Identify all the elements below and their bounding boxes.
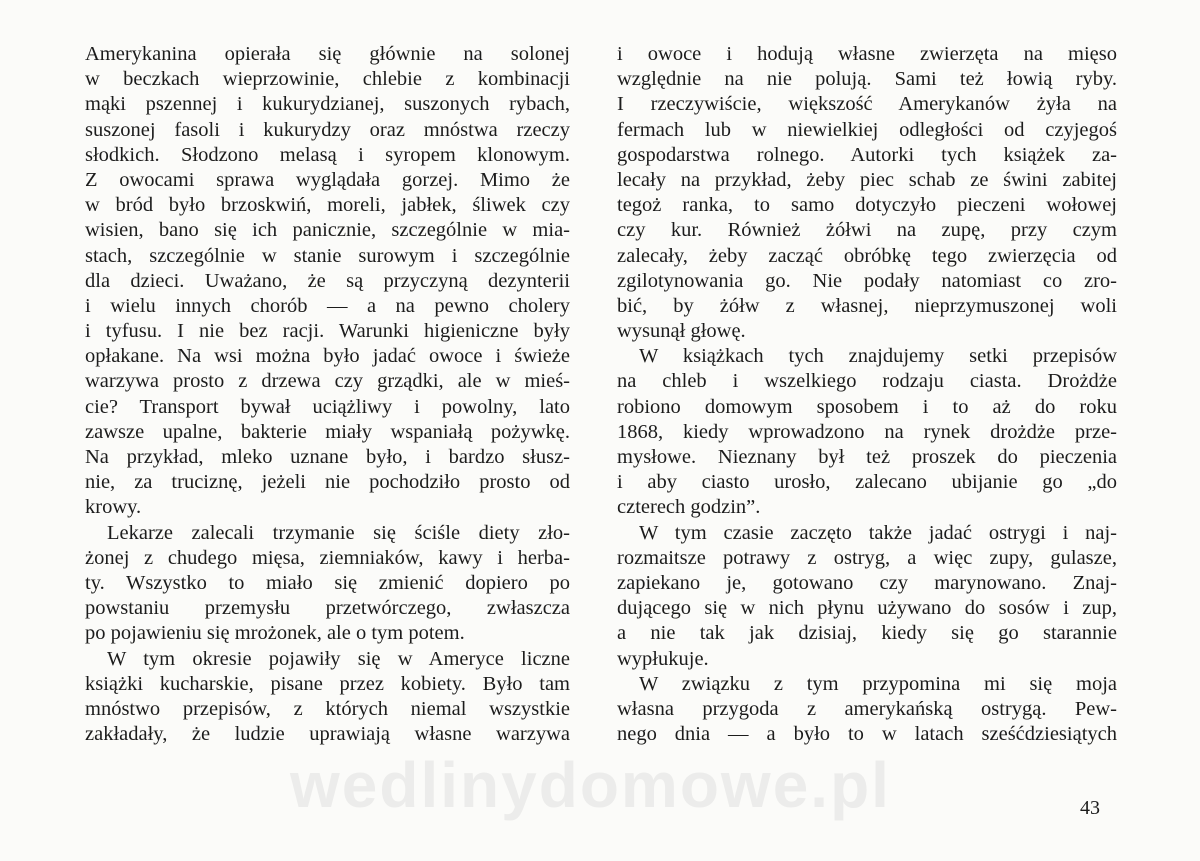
text-line: czterech godzin”.: [617, 496, 761, 519]
text-line: dla dzieci. Uważano, że są przyczyną dezynterii: [85, 269, 570, 292]
text-line: zalecały, żeby zacząć obróbkę tego zwierzęcia od: [617, 244, 1117, 267]
text-line: fermach lub w niewielkiej odległości od czyjegoś: [617, 118, 1117, 141]
text-line: tegoż ranka, to samo dotyczyło pieczeni wołowej: [617, 194, 1117, 217]
text-line: stach, szczególnie w stanie surowym i szczególnie: [85, 244, 570, 267]
text-line: W związku z tym przypomina mi się moja: [639, 672, 1117, 695]
text-line: bić, by żółw z własnej, nieprzymuszonej woli: [617, 294, 1117, 317]
text-line: i tyfusu. I nie bez racji. Warunki higieniczne były: [85, 320, 570, 343]
text-line: mnóstwo przepisów, z których niemal wszystkie: [85, 697, 570, 720]
text-line: Lekarze zalecali trzymanie się ściśle diety zło-: [107, 521, 570, 544]
text-line: I rzeczywiście, większość Amerykanów żyła na: [617, 93, 1117, 116]
text-line: rozmaitsze potrawy z ostryg, a więc zupy, gulasze,: [617, 546, 1117, 569]
text-line: opłakane. Na wsi można było jadać owoce i świeże: [85, 345, 570, 368]
text-line: po pojawieniu się mrożonek, ale o tym potem.: [85, 622, 465, 645]
text-line: nego dnia — a było to w latach sześćdziesiątych: [617, 723, 1117, 746]
text-line: krowy.: [85, 496, 142, 519]
text-line: dującego się w nich płynu używano do sosów i zup,: [617, 597, 1117, 620]
text-line: książki kucharskie, pisane przez kobiety. Było tam: [85, 672, 570, 695]
text-line: gospodarstwa rolnego. Autorki tych książek za-: [617, 143, 1117, 166]
text-line: ty. Wszystko to miało się zmienić dopiero po: [85, 571, 570, 594]
text-line: i wielu innych chorób — a na pewno cholery: [85, 294, 570, 317]
text-line: w bród było brzoskwiń, moreli, jabłek, śliwek czy: [85, 194, 570, 217]
watermark: wedlinydomowe.pl: [290, 749, 891, 821]
text-line: a nie tak jak dzisiaj, kiedy się go starannie: [617, 622, 1117, 645]
text-line: nie, za truciznę, jeżeli nie pochodziło prosto od: [85, 471, 570, 494]
text-line: 1868, kiedy wprowadzono na rynek drożdże prze-: [617, 420, 1117, 443]
text-line: Amerykanina opierała się głównie na solonej: [85, 43, 570, 65]
text-line: Na przykład, mleko uznane było, i bardzo słusz-: [85, 446, 570, 468]
text-line: zawsze upalne, bakterie miały wspaniałą pożywkę.: [85, 420, 570, 443]
text-line: i aby ciasto urosło, zalecano ubijanie go „do: [617, 471, 1117, 494]
text-line: mysłowe. Nieznany był też proszek do pieczenia: [617, 446, 1117, 468]
text-line: W tym okresie pojawiły się w Ameryce liczne: [107, 647, 570, 670]
text-line: słodkich. Słodzono melasą i syropem klonowym.: [85, 143, 570, 166]
text-line: robiono domowym sposobem i to aż do roku: [617, 395, 1117, 418]
text-line: własna przygoda z amerykańską ostrygą. Pew-: [617, 697, 1117, 720]
text-line: lecały na przykład, żeby piec schab ze świni zabitej: [617, 168, 1117, 191]
text-line: warzywa prosto z drzewa czy grządki, ale w mieś-: [85, 370, 570, 393]
text-line: w beczkach wieprzowinie, chlebie z kombinacji: [85, 68, 570, 91]
text-line: cie? Transport bywał uciążliwy i powolny, lato: [85, 395, 570, 418]
right-text-column: [617, 42, 1117, 747]
text-line: wypłukuje.: [617, 647, 709, 670]
text-line: żonej z chudego mięsa, ziemniaków, kawy i herba-: [85, 546, 570, 569]
text-line: powstaniu przemysłu przetwórczego, zwłaszcza: [85, 597, 570, 620]
text-line: zakładały, że ludzie uprawiają własne warzywa: [85, 723, 570, 746]
text-line: wysunął głowę.: [617, 320, 746, 343]
text-line: i owoce i hodują własne zwierzęta na mięso: [617, 43, 1117, 65]
text-line: Z owocami sprawa wyglądała gorzej. Mimo że: [85, 168, 570, 191]
text-line: suszonej fasoli i kukurydzy oraz mnóstwa rzeczy: [85, 118, 570, 141]
text-line: na chleb i wszelkiego rodzaju ciasta. Drożdże: [617, 370, 1117, 393]
text-line: W książkach tych znajdujemy setki przepisów: [639, 345, 1117, 368]
page-number: 43: [1080, 797, 1100, 819]
left-text-column: [85, 42, 570, 747]
text-line: wisien, bano się ich panicznie, szczególnie w mia-: [85, 219, 570, 242]
text-line: zapiekano je, gotowano czy marynowano. Znaj-: [617, 571, 1117, 594]
text-line: W tym czasie zaczęto także jadać ostrygi i naj-: [639, 521, 1117, 544]
text-line: zgilotynowania go. Nie podały natomiast co zro-: [617, 269, 1117, 292]
text-line: mąki pszennej i kukurydzianej, suszonych rybach,: [85, 93, 570, 116]
text-line: względnie na nie polują. Sami też łowią ryby.: [617, 68, 1117, 91]
text-line: czy kur. Również żółwi na zupę, przy czym: [617, 219, 1117, 242]
